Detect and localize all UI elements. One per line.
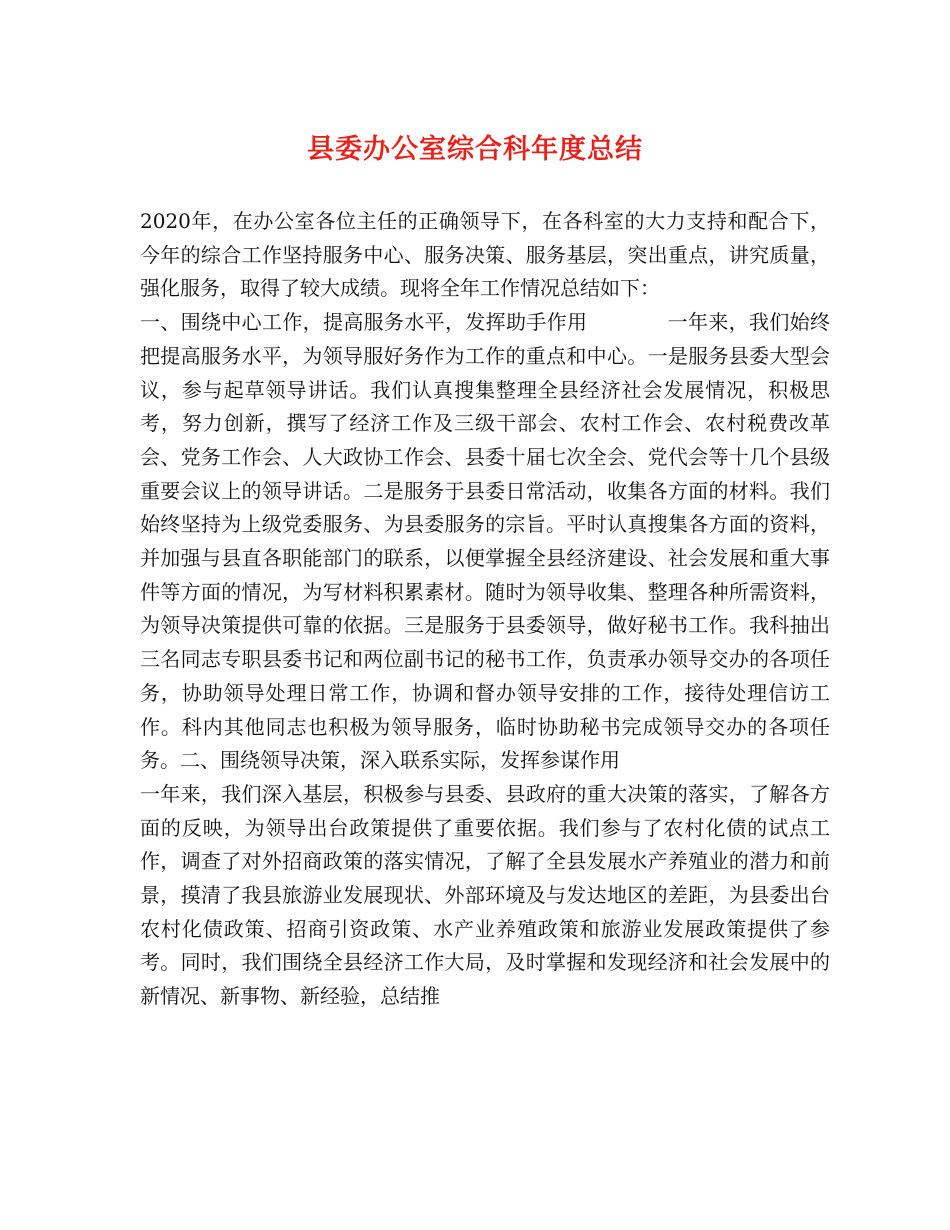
document-body: 2020年，在办公室各位主任的正确领导下，在各科室的大力支持和配合下，今年的综合工作坚持服务中心、服务决策、服务基层，突出重点，讲究质量，强化服务，取得了较大成绩。现将全年工作情况总结如下： 一、围绕中心工作，提高服务水平，发挥助手作用 一年来，我们始终把提高服务水平，为领导服好务作为工作的重点和中心。一是服务县委大型会议，参与起草领导讲话。我们认真搜集整理全县经济社会发展情况，积极思考，努力创新，撰写了经济工作及三级干部会、农村工作会、农村税费改革会、党务工作会、人大政协工作会、县委十届七次全会、党代会等十几个县级重要会议上的领导讲话。二是服务于县委日常活动，收集各方面的材料。我们始终坚持为上级党委服务、为县委服务的宗旨。平时认真搜集各方面的资料，并加强与县直各职能部门的联系，以便掌握全县经济建设、社会发展和重大事件等方面的情况，为写材料积累素材。随时为领导收集、整理各种所需资料，为领导决策提供可靠的依据。三是服务于县委领导，做好秘书工作。我科抽出三名同志专职县委书记和两位副书记的秘书工作，负责承办领导交办的各项任务，协助领导处理日常工作，协调和督办领导安排的工作，接待处理信访工作。科内其他同志也积极为领导服务，临时协助秘书完成领导交办的各项任务。二、围绕领导决策，深入联系实际，发挥参谋作用 一年来，我们深入基层，积极参与县委、县政府的重大决策的落实，了解各方面的反映，为领导出台政策提供了重要依据。我们参与了农村化债的试点工作，调查了对外招商政策的落实情况，了解了全县发展水产养殖业的潜力和前景，摸清了我县旅游业发展现状、外部环境及与发达地区的差距，为县委出台农村化债政策、招商引资政策、水产业养殖政策和旅游业发展政策提供了参考。同时，我们围绕全县经济工作大局，及时掌握和发现经济和社会发展中的新情况、新事物、新经验，总结推 — [140, 209, 830, 1009]
document-title: 县委办公室综合科年度总结 — [307, 134, 643, 165]
